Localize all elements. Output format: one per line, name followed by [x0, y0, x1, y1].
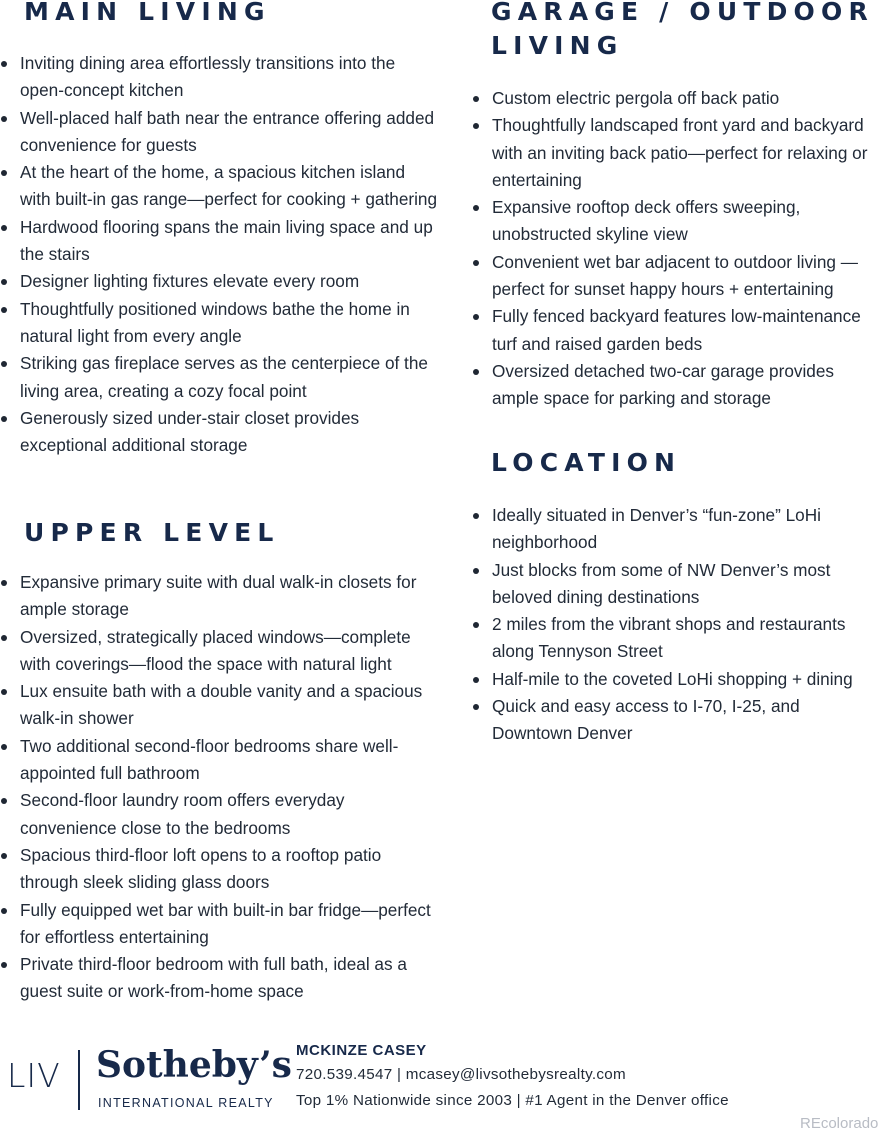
sothebys-logo-text: Sotheby’s	[96, 1044, 292, 1086]
list-item: Oversized, strategically placed windows—complete with coverings—flood the space with natural light	[0, 624, 438, 679]
list-item: Just blocks from some of NW Denver’s most beloved dining destinations	[472, 557, 872, 612]
list-item: Quick and easy access to I-70, I-25, and Downtown Denver	[472, 693, 872, 748]
list-item: Striking gas fireplace serves as the centerpiece of the living area, creating a cozy focal point	[0, 350, 438, 405]
list-item: Fully equipped wet bar with built-in bar fridge—perfect for effortless entertaining	[0, 897, 438, 952]
list-item: Convenient wet bar adjacent to outdoor living —perfect for sunset happy hours + entertaining	[472, 249, 882, 304]
list-item: Lux ensuite bath with a double vanity and a spacious walk-in shower	[0, 678, 438, 733]
garage-outdoor-list	[472, 85, 882, 413]
list-item: Fully fenced backyard features low-maintenance turf and raised garden beds	[472, 303, 882, 358]
watermark: REcolorado	[800, 1115, 879, 1132]
liv-logo-text: LIV	[7, 1056, 61, 1095]
list-item: Half-mile to the coveted LoHi shopping + dining	[472, 666, 872, 693]
logo-divider	[78, 1050, 80, 1110]
list-item: Private third-floor bedroom with full bath, ideal as a guest suite or work-from-home space	[0, 951, 438, 1006]
list-item: Hardwood flooring spans the main living space and up the stairs	[0, 214, 438, 269]
list-item: Thoughtfully positioned windows bathe the home in natural light from every angle	[0, 296, 438, 351]
list-item: Well-placed half bath near the entrance offering added convenience for guests	[0, 105, 438, 160]
upper-level-list	[0, 569, 438, 1006]
list-item: Second-floor laundry room offers everyday convenience close to the bedrooms	[0, 787, 438, 842]
list-item: Designer lighting fixtures elevate every room	[0, 268, 438, 295]
upper-level-heading: UPPER LEVEL	[24, 518, 280, 547]
list-item: At the heart of the home, a spacious kitchen island with built-in gas range—perfect for cooking + gathering	[0, 159, 438, 214]
list-item: 2 miles from the vibrant shops and restaurants along Tennyson Street	[472, 611, 872, 666]
list-item: Inviting dining area effortlessly transitions into the open-concept kitchen	[0, 50, 438, 105]
logo-subtitle: INTERNATIONAL REALTY	[98, 1096, 274, 1110]
list-item: Expansive rooftop deck offers sweeping, unobstructed skyline view	[472, 194, 882, 249]
main-living-heading: MAIN LIVING	[24, 0, 271, 26]
list-item: Custom electric pergola off back patio	[472, 85, 882, 112]
agent-name: MCKINZE CASEY	[296, 1042, 427, 1059]
agent-tagline: Top 1% Nationwide since 2003 | #1 Agent in the Denver office	[296, 1092, 729, 1109]
list-item: Spacious third-floor loft opens to a rooftop patio through sleek sliding glass doors	[0, 842, 438, 897]
location-heading: LOCATION	[491, 448, 682, 477]
location-list	[472, 502, 872, 748]
list-item: Ideally situated in Denver’s “fun-zone” LoHi neighborhood	[472, 502, 872, 557]
list-item: Thoughtfully landscaped front yard and backyard with an inviting back patio—perfect for relaxing or entertaining	[472, 112, 882, 194]
list-item: Two additional second-floor bedrooms share well-appointed full bathroom	[0, 733, 438, 788]
garage-outdoor-heading: GARAGE / OUTDOOR LIVING	[491, 0, 874, 60]
list-item: Generously sized under-stair closet provides exceptional additional storage	[0, 405, 438, 460]
agent-contact: 720.539.4547 | mcasey@livsothebysrealty.com	[296, 1066, 626, 1083]
list-item: Oversized detached two-car garage provides ample space for parking and storage	[472, 358, 882, 413]
main-living-list	[0, 50, 438, 459]
list-item: Expansive primary suite with dual walk-in closets for ample storage	[0, 569, 438, 624]
